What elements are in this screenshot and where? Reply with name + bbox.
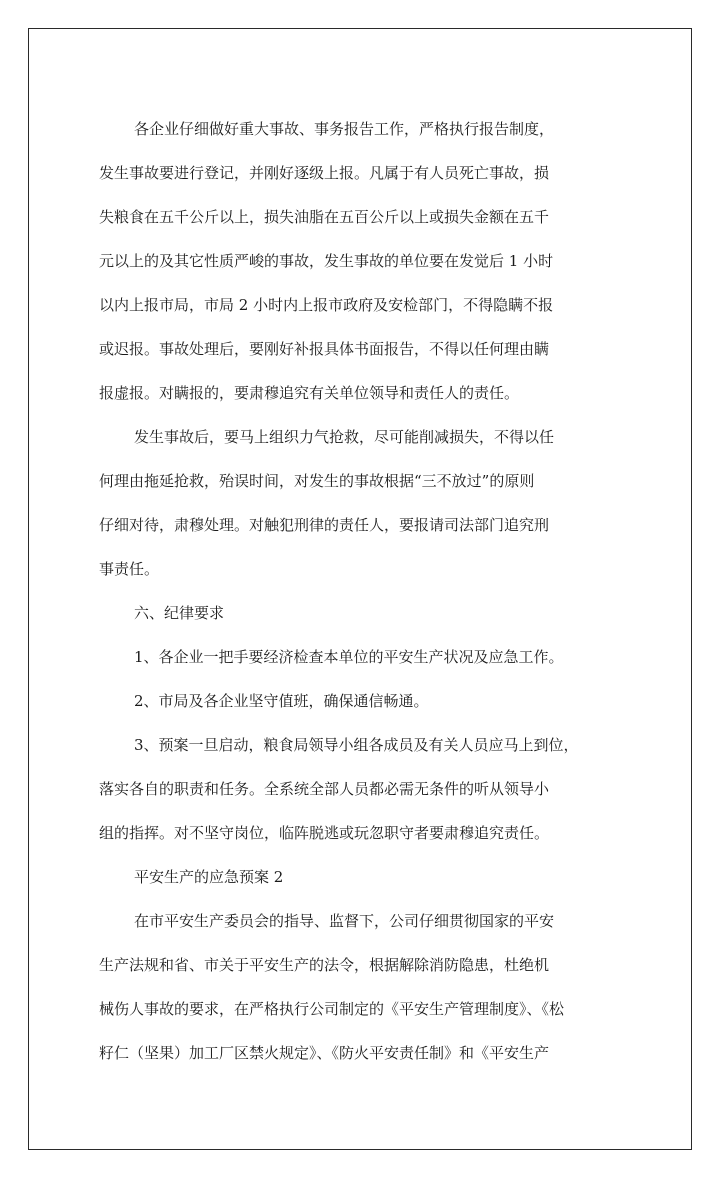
- paragraph-line: 械伤人事故的要求，在严格执行公司制定的《平安生产管理制度》、《松: [99, 1000, 565, 1018]
- paragraph-line: 发生事故要进行登记，并刚好逐级上报。凡属于有人员死亡事故，损: [99, 164, 550, 182]
- paragraph-line: 在市平安生产委员会的指导、监督下，公司仔细贯彻国家的平安: [134, 912, 555, 930]
- list-item: 1、各企业一把手要经济检查本单位的平安生产状况及应急工作。: [134, 648, 564, 666]
- paragraph-line: 发生事故后，要马上组织力气抢救，尽可能削减损失，不得以任: [134, 428, 555, 446]
- paragraph-line: 失粮食在五千公斤以上，损失油脂在五百公斤以上或损失金额在五千: [99, 208, 550, 226]
- document-page: [28, 28, 692, 1150]
- paragraph-line: 籽仁（坚果）加工厂区禁火规定》、《防火平安责任制》和《平安生产: [99, 1044, 550, 1062]
- list-item: 3、预案一旦启动，粮食局领导小组各成员及有关人员应马上到位，: [134, 736, 579, 754]
- paragraph-line: 元以上的及其它性质严峻的事故，发生事故的单位要在发觉后 1 小时: [99, 252, 554, 270]
- paragraph-line: 以内上报市局，市局 2 小时内上报市政府及安检部门，不得隐瞒不报: [99, 296, 554, 314]
- paragraph-line: 仔细对待，肃穆处理。对触犯刑律的责任人，要报请司法部门追究刑: [99, 516, 550, 534]
- paragraph-line: 各企业仔细做好重大事故、事务报告工作，严格执行报告制度，: [134, 120, 555, 138]
- paragraph-line: 事责任。: [99, 560, 160, 578]
- document-body: [99, 107, 654, 1075]
- section-title: 平安生产的应急预案 2: [134, 868, 284, 886]
- paragraph-line: 报虚报。对瞒报的，要肃穆追究有关单位领导和责任人的责任。: [99, 384, 520, 402]
- paragraph-line: 何理由拖延抢救，殆误时间，对发生的事故根据“三不放过”的原则: [99, 472, 535, 490]
- paragraph-line: 生产法规和省、市关于平安生产的法令，根据解除消防隐患，杜绝机: [99, 956, 550, 974]
- paragraph-line: 组的指挥。对不坚守岗位，临阵脱逃或玩忽职守者要肃穆追究责任。: [99, 824, 550, 842]
- section-heading: 六、纪律要求: [134, 604, 225, 622]
- paragraph-line: 落实各自的职责和任务。全系统全部人员都必需无条件的听从领导小: [99, 780, 550, 798]
- paragraph-line: 或迟报。事故处理后，要刚好补报具体书面报告，不得以任何理由瞒: [99, 340, 550, 358]
- list-item: 2、市局及各企业坚守值班，确保通信畅通。: [134, 692, 429, 710]
